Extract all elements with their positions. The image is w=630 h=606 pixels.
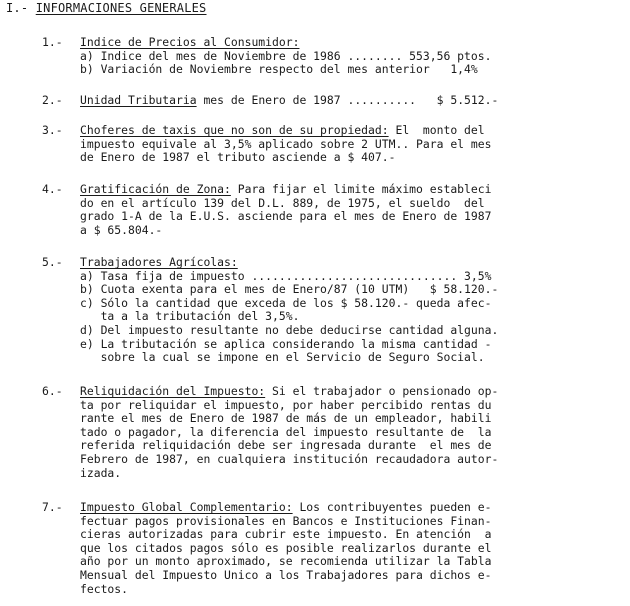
section-heading (6, 2, 207, 16)
item-line: Mensual del Impuesto Unico a los Trabajadores para dichos e- (80, 568, 492, 582)
item-title-line (80, 501, 491, 515)
item-line: grado 1-A de la E.U.S. asciende para el mes de Enero de 1987 (80, 209, 492, 224)
item-number: 2.- (42, 93, 63, 107)
item-title-line (80, 124, 485, 138)
section-number: I.- (6, 1, 29, 15)
item-line: fectuar pagos provisionales en Bancos e Instituciones Finan- (80, 513, 492, 528)
item-number: 5.- (42, 255, 63, 269)
item-title-rest: Los contribuyentes pueden e- (292, 500, 492, 514)
item-line: ta a la tributación del 3,5%. (80, 309, 300, 324)
item-number: 4.- (42, 182, 63, 196)
item-line: b) Cuota exenta para el mes de Enero/87 (10 UTM) $ 58.120.- (80, 282, 499, 297)
item-line: tado o pagador, la diferencia del impuesto resultante de la (80, 424, 492, 439)
item-title-rest: Para fijar el limite máximo estableci (230, 182, 492, 196)
item-line: de Enero de 1987 el tributo asciende a $ 407.- (80, 150, 396, 165)
item-line: a $ 65.804.- (80, 222, 163, 237)
item-line: c) Sólo la cantidad que exceda de los $ 58.120.- queda afec- (80, 295, 492, 310)
item-line: ta por reliquidar el impuesto, por haber percibido rentas du (80, 397, 492, 412)
item-line: izada. (80, 465, 122, 480)
item-line: sobre la cual se impone en el Servicio de Seguro Social. (80, 350, 485, 365)
item-line: a) Indice del mes de Noviembre de 1986 ........ 553,56 ptos. (80, 48, 492, 63)
item-title: Indice de Precios al Consumidor: (80, 35, 300, 49)
item-line: referida reliquidación debe ser ingresada durante el mes de (80, 438, 492, 453)
item-line: b) Variación de Noviembre respecto del mes anterior 1,4% (80, 62, 478, 77)
item-title: Impuesto Global Complementario: (80, 500, 293, 514)
item-line: fectos. (80, 581, 129, 596)
item-line: año por un monto aproximado, se recomienda utilizar la Tabla (80, 554, 492, 569)
item-title-line (80, 385, 498, 399)
item-number: 6.- (42, 384, 63, 398)
item-title-line (80, 36, 299, 50)
item-title-line (80, 94, 498, 108)
item-title-line (80, 183, 491, 197)
item-number: 1.- (42, 35, 63, 49)
item-line: Febrero de 1987, en cualquiera institución recaudadora autor- (80, 452, 499, 466)
item-number: 7.- (42, 500, 63, 514)
item-title-rest: Si el trabajador o pensionado op- (265, 384, 499, 398)
item-line: rante el mes de Enero de 1987 de más de un empleador, habili (80, 411, 492, 426)
item-number: 3.- (42, 123, 63, 137)
item-title-rest: El monto del (388, 123, 485, 137)
section-title: INFORMACIONES GENERALES (35, 1, 207, 15)
item-line: a) Tasa fija de impuesto .............................. 3,5% (80, 268, 492, 283)
item-title: Trabajadores Agrícolas: (80, 255, 238, 269)
item-title-line (80, 256, 238, 270)
item-title-rest: mes de Enero de 1987 .......... $ 5.512.- (196, 93, 499, 107)
item-title: Unidad Tributaria (80, 93, 197, 107)
item-line: impuesto equivale al 3,5% aplicado sobre 2 UTM.. Para el mes (80, 136, 492, 151)
item-line: d) Del impuesto resultante no debe deducirse cantidad alguna. (80, 323, 499, 337)
item-line: que los citados pagos sólo es posible realizarlos durante el (80, 540, 492, 555)
item-title: Reliquidación del Impuesto: (80, 384, 266, 398)
item-line: cieras autorizadas para cubrir este impuesto. En atención a (80, 527, 492, 542)
item-line: do en el artículo 139 del D.L. 889, de 1975, el sueldo del (80, 195, 485, 210)
item-line: e) La tributación se aplica considerando la misma cantidad - (80, 336, 492, 351)
item-title: Gratificación de Zona: (80, 182, 231, 196)
item-title: Choferes de taxis que no son de su propiedad: (80, 123, 389, 137)
